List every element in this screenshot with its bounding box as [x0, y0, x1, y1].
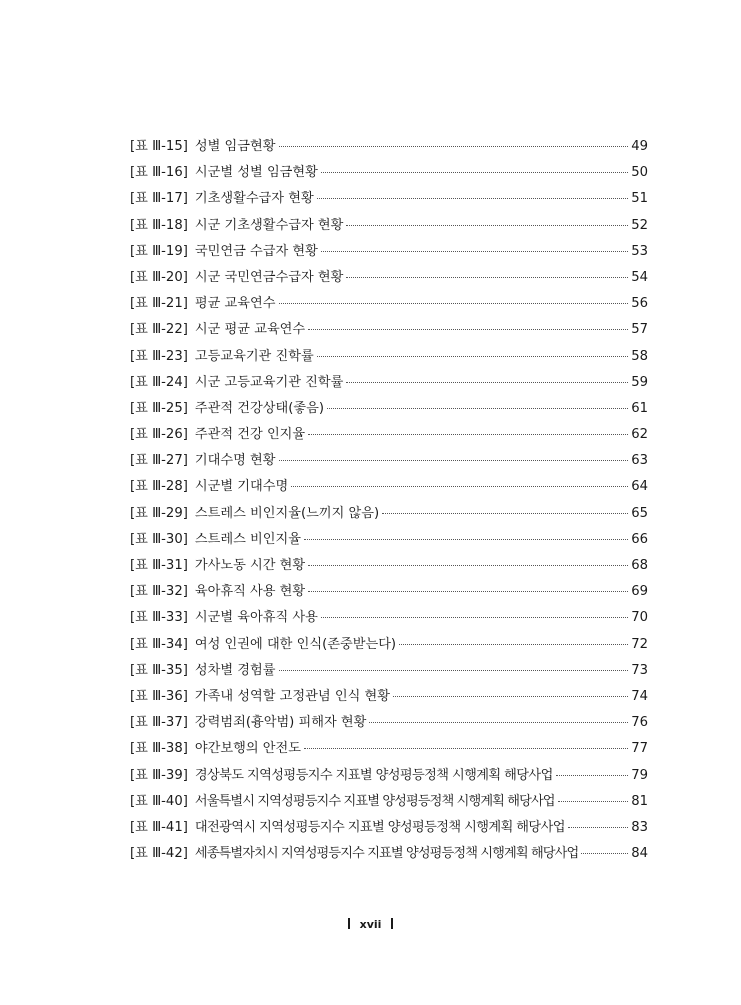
toc-entry-title: 성차별 경험률	[194, 662, 276, 678]
toc-entry[interactable]	[130, 605, 648, 631]
toc-dot-leader	[346, 277, 628, 278]
toc-entry[interactable]	[130, 134, 648, 160]
toc-dot-leader	[321, 172, 628, 173]
toc-entry-title: 시군 기초생활수급자 현황	[194, 217, 344, 233]
toc-entry[interactable]	[130, 422, 648, 448]
page-footer	[0, 914, 741, 935]
toc-dot-leader	[279, 303, 629, 304]
toc-entry[interactable]	[130, 186, 648, 212]
toc-entry-title: 시군별 기대수명	[194, 479, 289, 495]
toc-entry-label: [표 Ⅲ-42]	[130, 846, 188, 862]
toc-entry[interactable]	[130, 684, 648, 710]
toc-entry-label: [표 Ⅲ-22]	[130, 322, 188, 338]
toc-entry-label: [표 Ⅲ-39]	[130, 767, 188, 783]
toc-entry[interactable]	[130, 815, 648, 841]
toc-entry[interactable]	[130, 317, 648, 343]
toc-entry-title: 국민연금 수급자 현황	[194, 243, 318, 259]
toc-entry-page: 76	[631, 715, 648, 731]
toc-entry-label: [표 Ⅲ-18]	[130, 217, 188, 233]
toc-entry-title: 여성 인권에 대한 인식(존중받는다)	[194, 636, 397, 652]
toc-entry-label: [표 Ⅲ-29]	[130, 505, 188, 521]
toc-entry-page: 69	[631, 584, 648, 600]
toc-entry-title: 세종특별자치시 지역성평등지수 지표별 양성평등정책 시행계획 해당사업	[194, 846, 579, 862]
toc-entry-title: 시군 평균 교육연수	[194, 322, 306, 338]
toc-entry-title: 성별 임금현황	[194, 139, 276, 154]
toc-entry[interactable]	[130, 501, 648, 527]
toc-entry-page: 49	[631, 139, 648, 154]
toc-entry-page: 64	[631, 479, 648, 495]
toc-dot-leader	[308, 591, 628, 592]
toc-entry-page: 68	[631, 558, 648, 573]
toc-entry-label: [표 Ⅲ-17]	[130, 191, 188, 207]
toc-dot-leader	[327, 408, 628, 409]
toc-entry-title: 강력범죄(흉악범) 피해자 현황	[194, 715, 367, 731]
toc-entry-title: 서울특별시 지역성평등지수 지표별 양성평등정책 시행계획 해당사업	[194, 793, 555, 809]
toc-entry-title: 가사노동 시간 현황	[194, 558, 306, 573]
toc-entry-label: [표 Ⅲ-40]	[130, 793, 188, 809]
toc-entry-page: 61	[631, 400, 648, 416]
toc-entry[interactable]	[130, 370, 648, 396]
toc-entry-page: 66	[631, 531, 648, 547]
toc-entry[interactable]	[130, 789, 648, 815]
toc-entry-title: 시군 고등교육기관 진학률	[194, 374, 344, 390]
toc-entry-title: 야간보행의 안전도	[194, 741, 301, 757]
toc-entry-label: [표 Ⅲ-32]	[130, 584, 188, 600]
toc-entry-label: [표 Ⅲ-16]	[130, 165, 188, 181]
toc-entry-page: 84	[631, 846, 648, 862]
toc-dot-leader	[382, 513, 628, 514]
toc-dot-leader	[393, 696, 628, 697]
toc-entry-title: 평균 교육연수	[194, 296, 276, 312]
toc-entry-label: [표 Ⅲ-33]	[130, 610, 188, 626]
footer-bar-left	[348, 918, 350, 929]
toc-dot-leader	[317, 198, 629, 199]
toc-dot-leader	[346, 382, 628, 383]
toc-entry[interactable]	[130, 763, 648, 789]
toc-entry-label: [표 Ⅲ-19]	[130, 243, 188, 259]
toc-entry-label: [표 Ⅲ-23]	[130, 348, 188, 364]
toc-entry-label: [표 Ⅲ-21]	[130, 296, 188, 312]
toc-entry-label: [표 Ⅲ-26]	[130, 427, 188, 443]
toc-entry-page: 63	[631, 453, 648, 469]
toc-dot-leader	[317, 356, 629, 357]
toc-entry-title: 주관적 건강상태(좋음)	[194, 400, 324, 416]
toc-dot-leader	[369, 722, 628, 723]
toc-entry-label: [표 Ⅲ-31]	[130, 558, 188, 573]
toc-entry-page: 52	[631, 217, 648, 233]
toc-entry-page: 74	[631, 688, 648, 704]
toc-dot-leader	[321, 617, 628, 618]
toc-dot-leader	[279, 146, 629, 147]
toc-dot-leader	[399, 644, 628, 645]
toc-entry[interactable]	[130, 553, 648, 579]
toc-dot-leader	[568, 827, 628, 828]
toc-dot-leader	[279, 670, 629, 671]
toc-entry-page: 62	[631, 427, 648, 443]
toc-dot-leader	[308, 434, 628, 435]
toc-entry-label: [표 Ⅲ-34]	[130, 636, 188, 652]
toc-entry-title: 기대수명 현황	[194, 453, 276, 469]
toc-entry-title: 가족내 성역할 고정관념 인식 현황	[194, 688, 390, 704]
toc-dot-leader	[346, 225, 628, 226]
toc-dot-leader	[279, 460, 629, 461]
toc-entry-label: [표 Ⅲ-28]	[130, 479, 188, 495]
toc-entry-title: 스트레스 비인지율	[194, 531, 301, 547]
toc-entry-page: 57	[631, 322, 648, 338]
toc-entry-label: [표 Ⅲ-41]	[130, 819, 188, 835]
toc-entry-page: 53	[631, 243, 648, 259]
toc-entry-page: 79	[631, 767, 648, 783]
toc-entry[interactable]	[130, 396, 648, 422]
toc-entry-label: [표 Ⅲ-36]	[130, 688, 188, 704]
toc-entry[interactable]	[130, 265, 648, 291]
toc-entry-label: [표 Ⅲ-25]	[130, 400, 188, 416]
toc-dot-leader	[308, 565, 628, 566]
table-of-contents	[130, 134, 648, 867]
toc-entry-page: 70	[631, 610, 648, 626]
footer-bar-right	[391, 918, 393, 929]
toc-entry-page: 56	[631, 296, 648, 312]
toc-entry-title: 시군별 성별 임금현황	[194, 165, 318, 181]
toc-entry-page: 72	[631, 636, 648, 652]
toc-entry-page: 54	[631, 269, 648, 285]
toc-entry-page: 83	[631, 819, 648, 835]
toc-entry-title: 경상북도 지역성평등지수 지표별 양성평등정책 시행계획 해당사업	[194, 767, 553, 783]
toc-dot-leader	[558, 801, 629, 802]
toc-entry-title: 대전광역시 지역성평등지수 지표별 양성평등정책 시행계획 해당사업	[194, 819, 565, 835]
toc-entry-title: 육아휴직 사용 현황	[194, 584, 306, 600]
toc-dot-leader	[321, 251, 628, 252]
toc-entry[interactable]	[130, 736, 648, 762]
toc-entry[interactable]	[130, 527, 648, 553]
toc-entry-page: 77	[631, 741, 648, 757]
toc-entry-page: 58	[631, 348, 648, 364]
toc-entry[interactable]	[130, 291, 648, 317]
toc-entry-title: 시군별 육아휴직 사용	[194, 610, 318, 626]
toc-entry-title: 시군 국민연금수급자 현황	[194, 269, 344, 285]
toc-entry-label: [표 Ⅲ-15]	[130, 139, 188, 154]
toc-entry-title: 스트레스 비인지율(느끼지 않음)	[194, 505, 380, 521]
toc-dot-leader	[581, 853, 628, 854]
toc-entry-label: [표 Ⅲ-20]	[130, 269, 188, 285]
toc-entry[interactable]	[130, 160, 648, 186]
footer-page-number: xvii	[359, 918, 382, 931]
toc-entry[interactable]	[130, 474, 648, 500]
toc-dot-leader	[556, 775, 629, 776]
toc-entry-label: [표 Ⅲ-35]	[130, 662, 188, 678]
toc-entry-page: 73	[631, 662, 648, 678]
toc-entry-label: [표 Ⅲ-24]	[130, 374, 188, 390]
toc-dot-leader	[304, 748, 628, 749]
toc-entry-page: 59	[631, 374, 648, 390]
toc-entry[interactable]	[130, 632, 648, 658]
toc-entry-label: [표 Ⅲ-27]	[130, 453, 188, 469]
toc-entry[interactable]	[130, 658, 648, 684]
toc-entry[interactable]	[130, 579, 648, 605]
toc-entry[interactable]	[130, 213, 648, 239]
toc-entry[interactable]	[130, 239, 648, 265]
toc-entry[interactable]	[130, 841, 648, 867]
toc-entry-page: 51	[631, 191, 648, 207]
toc-entry[interactable]	[130, 344, 648, 370]
toc-entry-page: 65	[631, 505, 648, 521]
toc-dot-leader	[308, 329, 628, 330]
toc-entry-title: 기초생활수급자 현황	[194, 191, 314, 207]
toc-entry-label: [표 Ⅲ-37]	[130, 715, 188, 731]
toc-entry-title: 주관적 건강 인지율	[194, 427, 306, 443]
toc-entry-page: 81	[631, 793, 648, 809]
toc-entry[interactable]	[130, 448, 648, 474]
toc-entry-label: [표 Ⅲ-38]	[130, 741, 188, 757]
toc-dot-leader	[304, 539, 628, 540]
toc-entry-page: 50	[631, 165, 648, 181]
toc-entry-title: 고등교육기관 진학률	[194, 348, 314, 364]
toc-dot-leader	[291, 486, 628, 487]
toc-entry[interactable]	[130, 710, 648, 736]
toc-entry-label: [표 Ⅲ-30]	[130, 531, 188, 547]
